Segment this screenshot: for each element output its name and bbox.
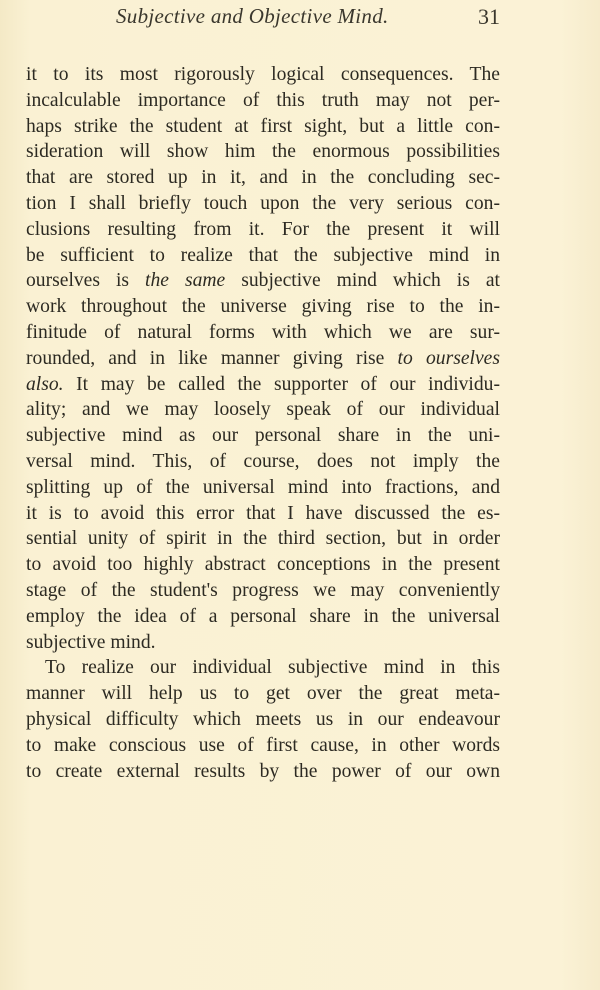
- text-line: splitting up of the universal mind into fractions, and: [26, 476, 500, 498]
- paragraph-start-line: To realize our individual subjective mind in this: [45, 657, 500, 679]
- text-line: manner will help us to get over the great meta-: [26, 683, 500, 705]
- italic-emphasis: also.: [26, 373, 64, 395]
- text-line: [26, 346, 500, 372]
- text-run: subjective mind which is at: [225, 270, 500, 292]
- text-line: it is to avoid this error that I have discussed the es-: [26, 502, 500, 524]
- text-line: employ the idea of a personal share in the universal: [26, 605, 500, 627]
- text-run: rounded, and in like manner giving rise: [26, 347, 398, 369]
- text-line: it to its most rigorously logical consequences. The: [26, 64, 500, 85]
- text-line: haps strike the student at first sight, but a little con-: [26, 115, 500, 137]
- text-line: finitude of natural forms with which we are sur-: [26, 321, 500, 343]
- text-line: that are stored up in it, and in the concluding sec-: [26, 167, 500, 189]
- text-line: physical difficulty which meets us in our endeavour: [26, 708, 500, 730]
- text-run: ourselves is: [26, 270, 146, 292]
- running-title: Subjective and Objective Mind.: [116, 4, 389, 28]
- text-line: tion I shall briefly touch upon the very serious con-: [26, 192, 500, 214]
- text-line: versal mind. This, of course, does not imply the: [26, 450, 500, 472]
- italic-emphasis: the same: [145, 270, 226, 292]
- text-run: It may be called the supporter of our individu-: [63, 373, 500, 395]
- text-line: to create external results by the power of our own: [26, 760, 500, 782]
- text-line: incalculable importance of this truth may not per-: [26, 89, 500, 111]
- text-line: subjective mind as our personal share in the uni-: [26, 425, 500, 447]
- text-line: to avoid too highly abstract conceptions in the present: [26, 554, 500, 576]
- text-line: work throughout the universe giving rise to the in-: [26, 296, 500, 318]
- page-number: 31: [478, 4, 500, 29]
- italic-emphasis: to ourselves: [397, 347, 500, 369]
- running-header: [116, 4, 500, 32]
- text-line: [26, 268, 500, 294]
- text-line: ality; and we may loosely speak of our individual: [26, 399, 500, 421]
- text-line: [26, 372, 500, 398]
- text-line: to make conscious use of first cause, in other words: [26, 734, 500, 756]
- text-line: be sufficient to realize that the subjective mind in: [26, 244, 500, 266]
- text-line: clusions resulting from it. For the present it will: [26, 218, 500, 240]
- body-text: [26, 62, 500, 784]
- paragraph-end-line: subjective mind.: [26, 631, 156, 653]
- text-line: stage of the student's progress we may conveniently: [26, 579, 500, 601]
- text-line: sideration will show him the enormous possibilities: [26, 141, 500, 163]
- text-line: sential unity of spirit in the third section, but in order: [26, 528, 500, 550]
